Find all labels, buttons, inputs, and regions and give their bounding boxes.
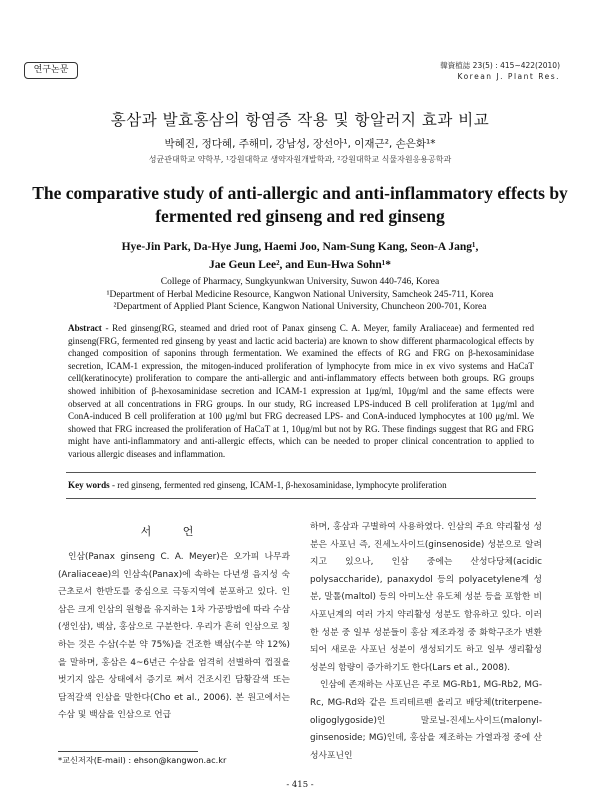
journal-citation: 韓資植誌 23(5) : 415~422(2010) — [440, 61, 560, 70]
abstract — [68, 322, 534, 461]
body-right-column — [310, 519, 542, 765]
footnote-rule — [58, 751, 198, 752]
english-title: The comparative study of anti-allergic and anti-inflammatory effects by fermented red ginseng and red ginseng — [32, 183, 568, 226]
keywords-bottom-rule — [66, 498, 536, 499]
page-number: - 415 - — [286, 780, 314, 790]
korean-authors: 박혜진, 정다혜, 주해미, 강남성, 장선아¹, 이재근², 손은화¹* — [164, 138, 436, 150]
affiliation-1: College of Pharmacy, Sungkyunkwan University, Suwon 440-746, Korea — [160, 277, 440, 287]
section-heading-introduction: 서 언 — [140, 525, 208, 538]
affiliation-2: ¹Department of Herbal Medicine Resource, Kangwon National University, Samcheok 245-711, Korea — [106, 289, 494, 300]
affiliation-3: ²Department of Applied Plant Science, Kangwon National University, Chuncheon 200-701, Korea — [113, 302, 487, 312]
korean-title: 홍삼과 발효홍삼의 항염증 작용 및 항알러지 효과 비교 — [110, 111, 490, 129]
body-left-column: 인삼(Panax ginseng C. A. Meyer)은 오가피 나무과(Araliaceae)의 인삼속(Panax)에 속하는 다년생 음지성 숙근초로서 한반도를 중심으로 극동지역에 분포하고 있다. 인삼은 크게 인삼의 원형을 유지하는 1차 가공방법에 따라 수삼(생인삼), 백삼, 홍삼으로 구분한다. 우리가 흔히 인삼으로 칭하는 것은 수삼(수분 약 75%)을 건조한 백삼(수분 약 12%)을 말하며, 홍삼은 4~6년근 수삼을 엄격히 선별하여 껍질을 벗기지 않은 상태에서 증기로 쪄서 건조시킨 담황갈색 또는 담적갈색 인삼을 말한다(Cho et al., 2006). 본 원고에서는 수삼 및 백삼을 인삼으로 언급 — [58, 552, 290, 721]
abstract-label: Abstract — [68, 323, 102, 333]
english-authors-line2: Jae Geun Lee², and Eun-Hwa Sohn¹* — [209, 259, 391, 271]
keywords-label: Key words — [68, 480, 110, 490]
article-type-tag: 연구논문 — [24, 62, 78, 79]
english-authors-line1: Hye-Jin Park, Da-Hye Jung, Haemi Joo, Nam-Sung Kang, Seon-A Jang¹, — [121, 241, 479, 253]
english-affiliations — [40, 276, 560, 314]
body-right-paragraph-1: 하며, 홍삼과 구별하여 사용하였다. 인삼의 주요 약리활성 성분은 사포닌 즉, 진세노사이드(ginsenoside) 성분으로 알려지고 있으나, 인삼 중에는 산성다당체(acidic polysaccharide), panaxydol 등의 polyacetylene계 성분, 말톨(maltol) 등의 아미노산 유도체 성분 등을 포함한 비사포닌계의 여러 가지 약리활성 성분도 함유하고 있다. 이러한 성분 중 일부 성분들이 홍삼 제조과정 중 화학구조가 변환되어 새로운 사포닌 성분이 생성되기도 하고 일부 생리활성 성분의 함량이 증가하기도 한다(Lars et al., 2008). — [310, 522, 542, 673]
korean-affiliation: 성균관대학교 약학부, ¹강원대학교 생약자원개발학과, ²강원대학교 식물자원응용공학과 — [148, 155, 452, 164]
english-authors — [60, 238, 540, 274]
corresponding-author-footnote: *교신저자(E-mail) : ehson@kangwon.ac.kr — [58, 755, 227, 765]
keywords — [68, 480, 534, 490]
keywords-text: - red ginseng, fermented red ginseng, ICAM-1, β-hexosaminidase, lymphocyte proliferation — [109, 480, 447, 490]
abstract-text: - Red ginseng(RG, steamed and dried root of Panax ginseng C. A. Meyer, family Araliaceae) and fermented red ginseng(FRG, fermented red ginseng by yeast and lactic acid bacteria) are known to show different pharmacological effects by changed composition of saponins through fermentation. We examined the effects of RG and FRG on β-hexosaminidase secretion, ICAM-1 expression, the mitogen-induced proliferation of lymphocyte from mice in ex vivo systems and HaCaT cell(keratinocyte) proliferation to compare the anti-allergic and anti-inflammatory effects between both groups. RG groups showed inhibition of β-hexosaminidase secretion and ICAM-1 expression at 1μg/ml, 10μg/ml and the same effects were observed at all concentrations in FRG groups. In our study, RG increased LPS-induced B cell proliferation at 1μg/ml and ConA-induced B cell proliferation at 100 μg/ml but FRG decreased LPS- and ConA-induced lymphocytes at 100 μg/ml. We showed that FRG increased the proliferation of HaCaT at 1, 10μg/ml but not by RG. These findings suggest that RG and FRG might have anti-inflammatory and anti-allergic effects, which can be needed to proper clinical concentration to applied to various allergic diseases and inflammation. — [68, 323, 534, 459]
journal-name: Korean J. Plant Res. — [457, 72, 560, 81]
keywords-top-rule — [66, 472, 536, 473]
body-right-paragraph-2: 인삼에 존재하는 사포닌은 주로 MG-Rb1, MG-Rb2, MG-Rc, MG-Rd와 같은 트리테르펜 올리고 배당체(triterpene-oligoglygoside)인 말로닐-진세노사이드(malonyl-ginsenoside; MG)인데, 홍삼을 제조하는 가열과정 중에 산성사포닌인 — [310, 680, 542, 761]
